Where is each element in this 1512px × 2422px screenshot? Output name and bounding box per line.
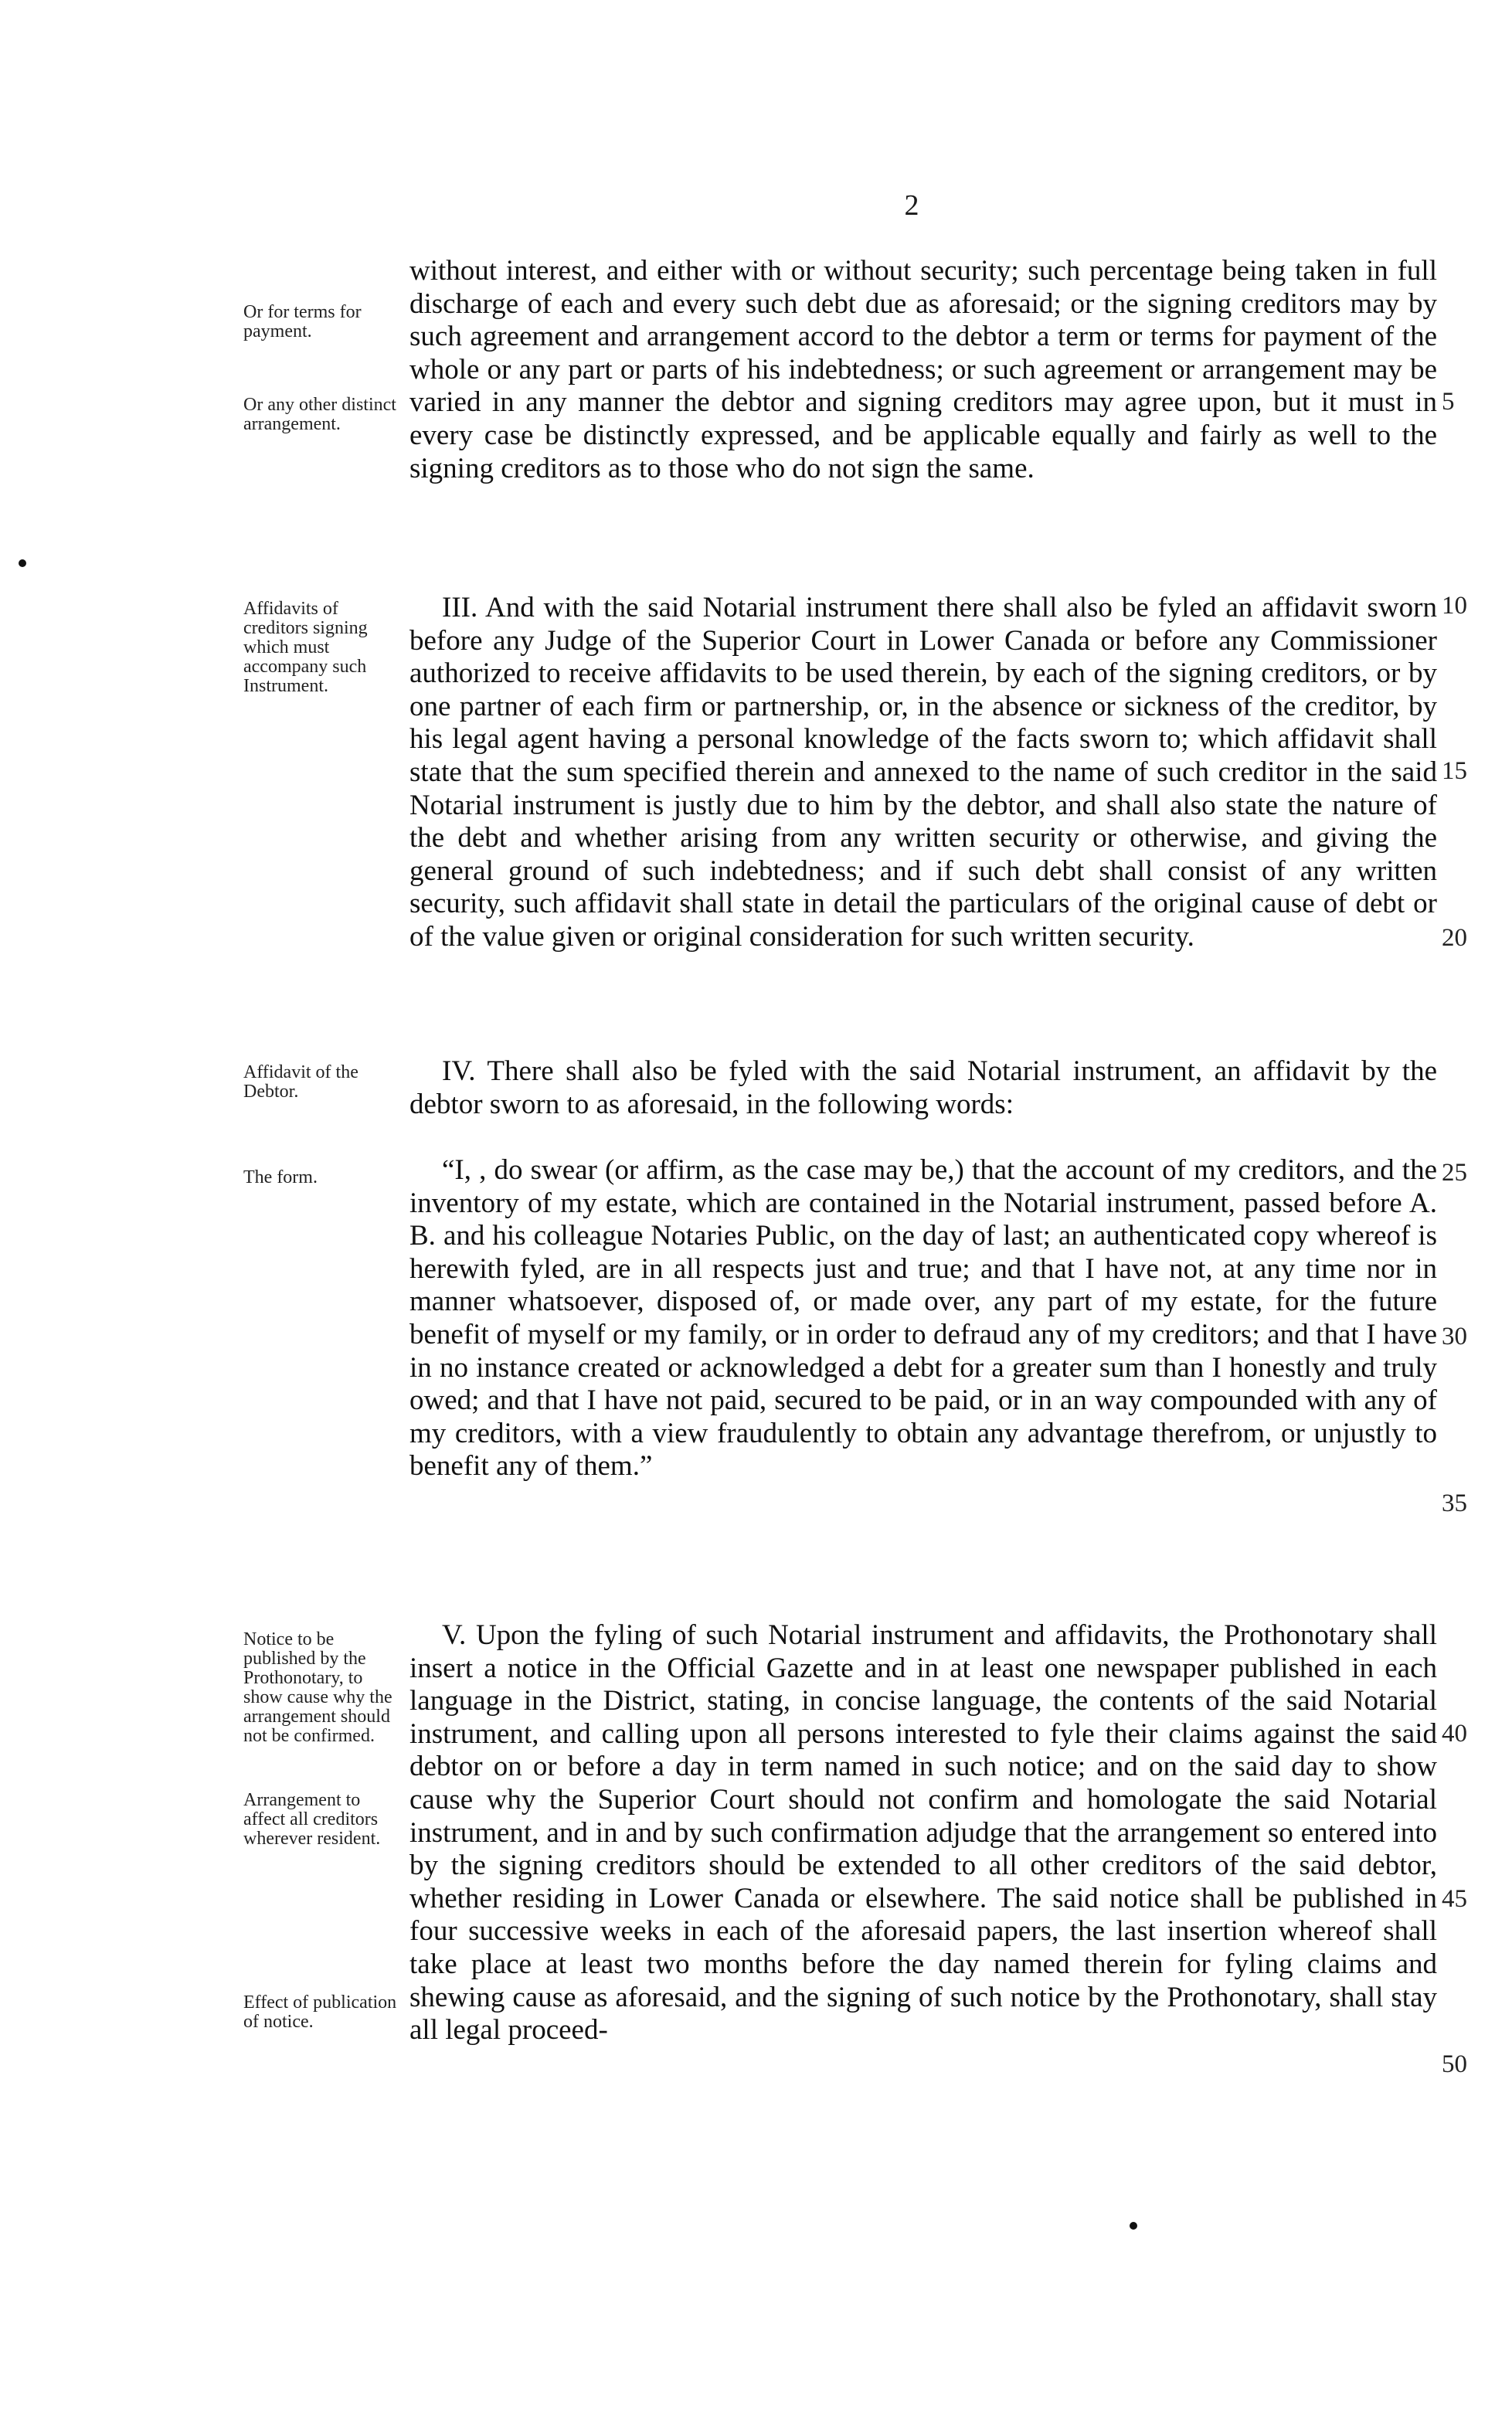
line-number: 25 <box>1442 1159 1467 1187</box>
paragraph-section-5 <box>409 1619 1437 2047</box>
line-number: 45 <box>1442 1885 1467 1913</box>
page-number: 2 <box>904 189 919 222</box>
paragraph-section-1 <box>409 255 1437 485</box>
line-number: 15 <box>1442 757 1467 785</box>
line-number: 35 <box>1442 1490 1467 1517</box>
line-number: 5 <box>1442 388 1455 416</box>
line-number: 20 <box>1442 924 1467 952</box>
paragraph-section-3 <box>409 592 1437 954</box>
margin-note-effect-of-publication: Effect of publication of notice. <box>243 1992 397 2032</box>
margin-note-the-form: The form. <box>243 1167 318 1187</box>
paragraph-text: without interest, and either with or without security; such percentage being taken in full discharge of each and every such debt due as aforesaid; or the signing creditors may by such agreement and arrangement accord to the debtor a term or terms for payment of the whole or any part or parts of his indebtedness; or such agreement or arrangement may be varied in any manner the debtor and signing creditors may agree upon, but it must in every case be distinctly expressed, and be applicable equally and fairly as well to the signing creditors as to those who do not sign the same. <box>409 255 1437 484</box>
line-number: 40 <box>1442 1720 1467 1748</box>
paragraph-text: IV. There shall also be fyled with the said Notarial instrument, an affidavit by the debtor sworn to as aforesaid, in the following words: <box>409 1055 1437 1120</box>
margin-note-notice-published: Notice to be published by the Prothonotary, to show cause why the arrangement should not be confirmed. <box>243 1629 392 1746</box>
line-number: 30 <box>1442 1323 1467 1350</box>
margin-note-affect-all-creditors: Arrangement to affect all creditors wherever resident. <box>243 1790 381 1849</box>
margin-note-distinct-arrangement: Or any other distinct arrangement. <box>243 395 396 434</box>
line-number: 50 <box>1442 2050 1467 2078</box>
margin-note-debtor-affidavit: Affidavit of the Debtor. <box>243 1062 358 1102</box>
paragraph-text: V. Upon the fyling of such Notarial instrument and affidavits, the Prothonotary shall insert a notice in the Official Gazette and in at least one newspaper published in each language in the District, stating, in concise language, the contents of the said Notarial instrument, and calling upon all persons interested to fyle their claims against the said debtor on or before a day in term named in such notice; and on the said day to show cause why the Superior Court should not confirm and homologate the said Notarial instrument, and in and by such confirmation adjudge that the arrangement so entered into by the signing creditors should be extended to all other creditors of the said debtor, whether residing in Lower Canada or elsewhere. The said notice shall be published in four successive weeks in each of the aforesaid papers, the last insertion whereof shall take place at least two months before the day named therein for fyling claims and shewing cause as aforesaid, and the signing of such notice by the Prothonotary, shall stay all legal proceed- <box>409 1619 1437 2047</box>
paragraph-affidavit-form <box>409 1154 1437 1483</box>
scan-speck <box>19 559 26 567</box>
paragraph-section-4 <box>409 1055 1437 1121</box>
margin-note-terms-for-payment: Or for terms for payment. <box>243 302 362 341</box>
line-number: 10 <box>1442 592 1467 620</box>
margin-note-creditor-affidavits: Affidavits of creditors signing which must accompany such Instrument. <box>243 599 368 696</box>
paragraph-text: “I, , do swear (or affirm, as the case may be,) that the account of my creditors, and the inventory of my estate, which are contained in the Notarial instrument, passed before A. B. and his colleague Notaries Public, on the day of last; an authenticated copy whereof is herewith fyled, are in all respects just and true; and that I have not, at any time nor in manner whatsoever, disposed of, or made over, any part of my estate, for the future benefit of myself or my family, or in order to defraud any of my creditors; and that I have in no instance created or acknowledged a debt for a greater sum than I honestly and truly owed; and that I have not paid, secured to be paid, or in an way compounded with any of my creditors, with a view fraudulently to obtain any advantage therefrom, or unjustly to benefit any of them.” <box>409 1154 1437 1483</box>
scan-speck <box>1130 2222 1137 2230</box>
paragraph-text: III. And with the said Notarial instrument there shall also be fyled an affidavit sworn before any Judge of the Superior Court in Lower Canada or before any Commissioner authorized to receive affidavits to be used therein, by each of the signing creditors, or by one partner of each firm or partnership, or, in the absence or sickness of the creditor, by his legal agent having a personal knowledge of the facts sworn to; which affidavit shall state that the sum specified therein and annexed to the name of such creditor in the said Notarial instrument is justly due to him by the debtor, and shall also state the nature of the debt and whether arising from any written security or otherwise, and giving the general ground of such indebtedness; and if such debt shall consist of any written security, such affidavit shall state in detail the particulars of the original cause of debt or of the value given or original consideration for such written security. <box>409 592 1437 953</box>
